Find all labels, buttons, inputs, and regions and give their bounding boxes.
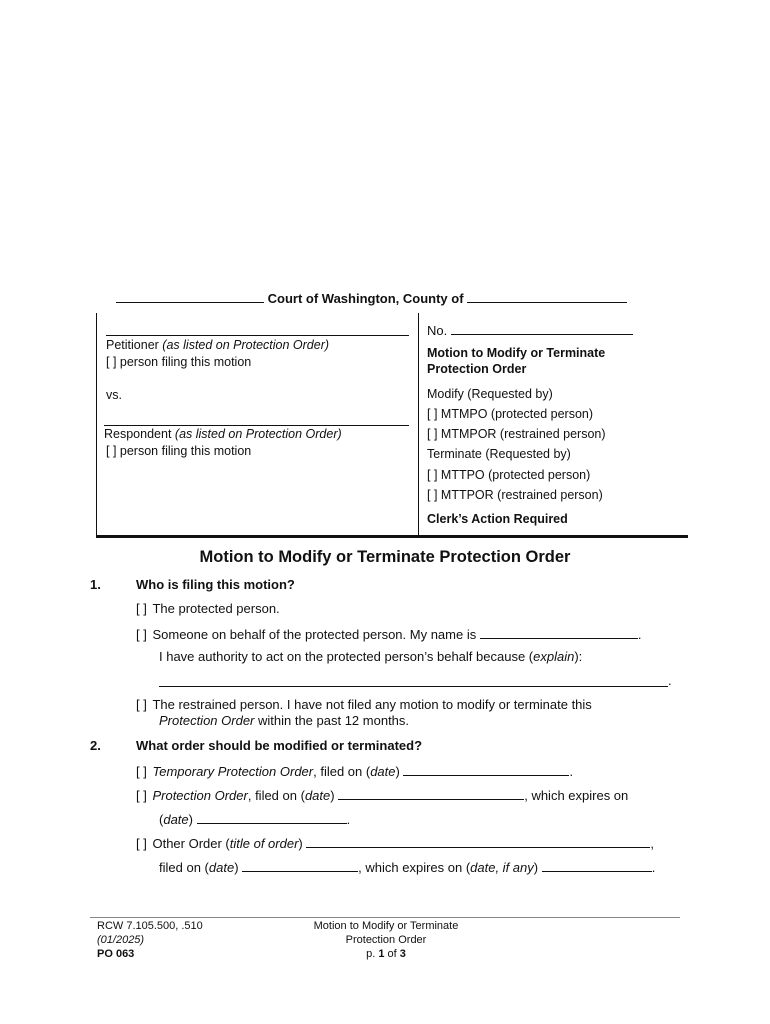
caption-title-line2: Protection Order — [427, 362, 527, 376]
footer-page-p: p. — [366, 948, 379, 960]
restrained-line2-text: within the past 12 months. — [254, 713, 410, 728]
other-order-close: ) — [298, 836, 303, 851]
po-expires-on: , which expires on — [524, 788, 629, 803]
court-header — [116, 289, 627, 306]
respondent-name-line[interactable] — [104, 425, 409, 426]
po-text: Protection Order — [152, 788, 248, 803]
respondent-filing-text: person filing this motion — [119, 444, 252, 458]
petitioner-label-text: Petitioner — [106, 338, 159, 352]
footer-rule — [90, 917, 680, 918]
respondent-filing-checkbox[interactable]: [ ] — [106, 444, 117, 458]
protected-person-text: The protected person. — [152, 601, 280, 616]
tpo-date-field[interactable] — [403, 762, 569, 776]
case-number — [427, 321, 633, 338]
vs-text: vs. — [106, 388, 122, 402]
mttpor-checkbox[interactable]: [ ] — [427, 488, 438, 502]
option-mtmpor[interactable] — [427, 427, 606, 441]
section1-heading: Who is filing this motion? — [136, 577, 295, 592]
other-order-text: Other Order ( — [152, 836, 230, 851]
caption-title-line1: Motion to Modify or Terminate — [427, 346, 606, 360]
other-filed-on: filed on ( — [159, 860, 209, 875]
authority-period: . — [668, 673, 672, 688]
terminate-label: Terminate (Requested by) — [427, 447, 571, 461]
po-expire-date-label: date — [163, 812, 189, 827]
clerk-action-required: Clerk’s Action Required — [427, 512, 568, 526]
po-expire-close: ) — [188, 812, 193, 827]
section1-option-protected[interactable] — [136, 601, 280, 616]
section2-number: 2. — [90, 738, 101, 753]
other-date-if-any: date, if any — [470, 860, 534, 875]
caption-left-border — [96, 313, 97, 535]
footer-rcw: RCW 7.105.500, .510 — [97, 920, 203, 932]
behalf-checkbox[interactable]: [ ] — [136, 627, 147, 642]
footer-page-number — [286, 948, 486, 960]
respondent-label — [104, 427, 342, 441]
mtmpor-text: MTMPOR (restrained person) — [440, 427, 606, 441]
petitioner-filing-checkbox[interactable]: [ ] — [106, 355, 117, 369]
section2-option-other[interactable]: [ ] Other Order (title of order) , — [136, 836, 655, 851]
main-title: Motion to Modify or Terminate Protection Order — [199, 548, 571, 566]
respondent-note: (as listed on Protection Order) — [174, 427, 342, 441]
section2-option-po[interactable] — [136, 786, 628, 803]
po-date-label: date — [304, 788, 331, 803]
option-mttpo[interactable] — [427, 468, 590, 482]
other-order-checkbox[interactable]: [ ] — [136, 836, 147, 851]
caption-bottom-rule — [96, 535, 688, 538]
section1-option-behalf[interactable]: [ ] Someone on behalf of the protected person. My name is . — [136, 627, 642, 642]
other-order-title-field[interactable] — [306, 834, 650, 848]
po-expire-date-field[interactable] — [197, 810, 347, 824]
tpo-checkbox[interactable]: [ ] — [136, 764, 147, 779]
title-of-order-label: title of order — [229, 836, 299, 851]
footer-page-total: 3 — [399, 948, 406, 960]
modify-label: Modify (Requested by) — [427, 387, 553, 401]
other-expire-date-field[interactable] — [542, 858, 652, 872]
po-checkbox[interactable]: [ ] — [136, 788, 147, 803]
authority-line — [159, 649, 582, 664]
protected-person-checkbox[interactable]: [ ] — [136, 601, 147, 616]
other-filed-date-field[interactable] — [242, 858, 358, 872]
case-number-label: No. — [427, 323, 448, 338]
other-order-dates-line: filed on (date) , which expires on (date, if any) . — [159, 860, 656, 875]
section2-heading: What order should be modified or terminated? — [136, 738, 423, 753]
court-header-text: Court of Washington, County of — [267, 291, 464, 306]
mtmpo-checkbox[interactable]: [ ] — [427, 407, 438, 421]
other-date-close: ) — [234, 860, 239, 875]
authority-close: ): — [574, 649, 583, 664]
other-expires-on: , which expires on ( — [358, 860, 471, 875]
mttpor-text: MTTPOR (restrained person) — [440, 488, 603, 502]
po-close: ) — [330, 788, 335, 803]
restrained-person-checkbox[interactable]: [ ] — [136, 697, 147, 712]
restrained-po-italic: Protection Order — [159, 713, 255, 728]
county-blank[interactable] — [467, 289, 627, 303]
footer-page-of: of — [384, 948, 400, 960]
footer-revision: (01/2025) — [97, 934, 145, 946]
footer-form-number: PO 063 — [97, 948, 135, 960]
petitioner-note: (as listed on Protection Order) — [162, 338, 330, 352]
tpo-text: Temporary Protection Order — [152, 764, 314, 779]
section1-number: 1. — [90, 577, 101, 592]
option-mtmpo[interactable] — [427, 407, 593, 421]
footer-title-line2: Protection Order — [345, 934, 427, 946]
section1-option-restrained[interactable] — [136, 697, 592, 712]
petitioner-filing-option[interactable] — [106, 355, 251, 369]
footer-page-current: 1 — [378, 948, 385, 960]
authority-explain-field[interactable] — [159, 686, 668, 687]
court-name-blank[interactable] — [116, 289, 264, 303]
po-expiration-line: (date) . — [159, 812, 351, 827]
mttpo-text: MTTPO (protected person) — [440, 468, 591, 482]
mttpo-checkbox[interactable]: [ ] — [427, 468, 438, 482]
authority-text: I have authority to act on the protected person’s behalf because ( — [159, 649, 534, 664]
mtmpo-text: MTMPO (protected person) — [440, 407, 594, 421]
authority-explain: explain — [533, 649, 575, 664]
petitioner-name-line[interactable] — [106, 335, 409, 336]
tpo-date-label: date — [370, 764, 396, 779]
po-filed-on: , filed on ( — [247, 788, 305, 803]
po-filed-date-field[interactable] — [338, 786, 524, 800]
case-number-field[interactable] — [451, 321, 633, 335]
footer-title-line1: Motion to Modify or Terminate — [313, 920, 459, 932]
tpo-close: ) — [395, 764, 400, 779]
respondent-filing-option[interactable] — [106, 444, 251, 458]
respondent-label-text: Respondent — [104, 427, 172, 441]
other-date-label: date — [208, 860, 235, 875]
caption-center-divider — [418, 313, 419, 535]
other-expire-close: ) — [533, 860, 539, 875]
tpo-filed-on: , filed on ( — [313, 764, 371, 779]
restrained-person-line2 — [159, 713, 409, 728]
restrained-person-text: The restrained person. I have not filed any motion to modify or terminate this — [152, 697, 592, 712]
petitioner-label — [106, 338, 329, 352]
section2-option-tpo[interactable]: [ ] Temporary Protection Order, filed on (date) . — [136, 764, 574, 779]
petitioner-filing-text: person filing this motion — [119, 355, 252, 369]
option-mttpor[interactable] — [427, 488, 603, 502]
behalf-name-field[interactable] — [480, 625, 638, 639]
mtmpor-checkbox[interactable]: [ ] — [427, 427, 438, 441]
behalf-text: Someone on behalf of the protected person. My name is — [152, 627, 477, 642]
